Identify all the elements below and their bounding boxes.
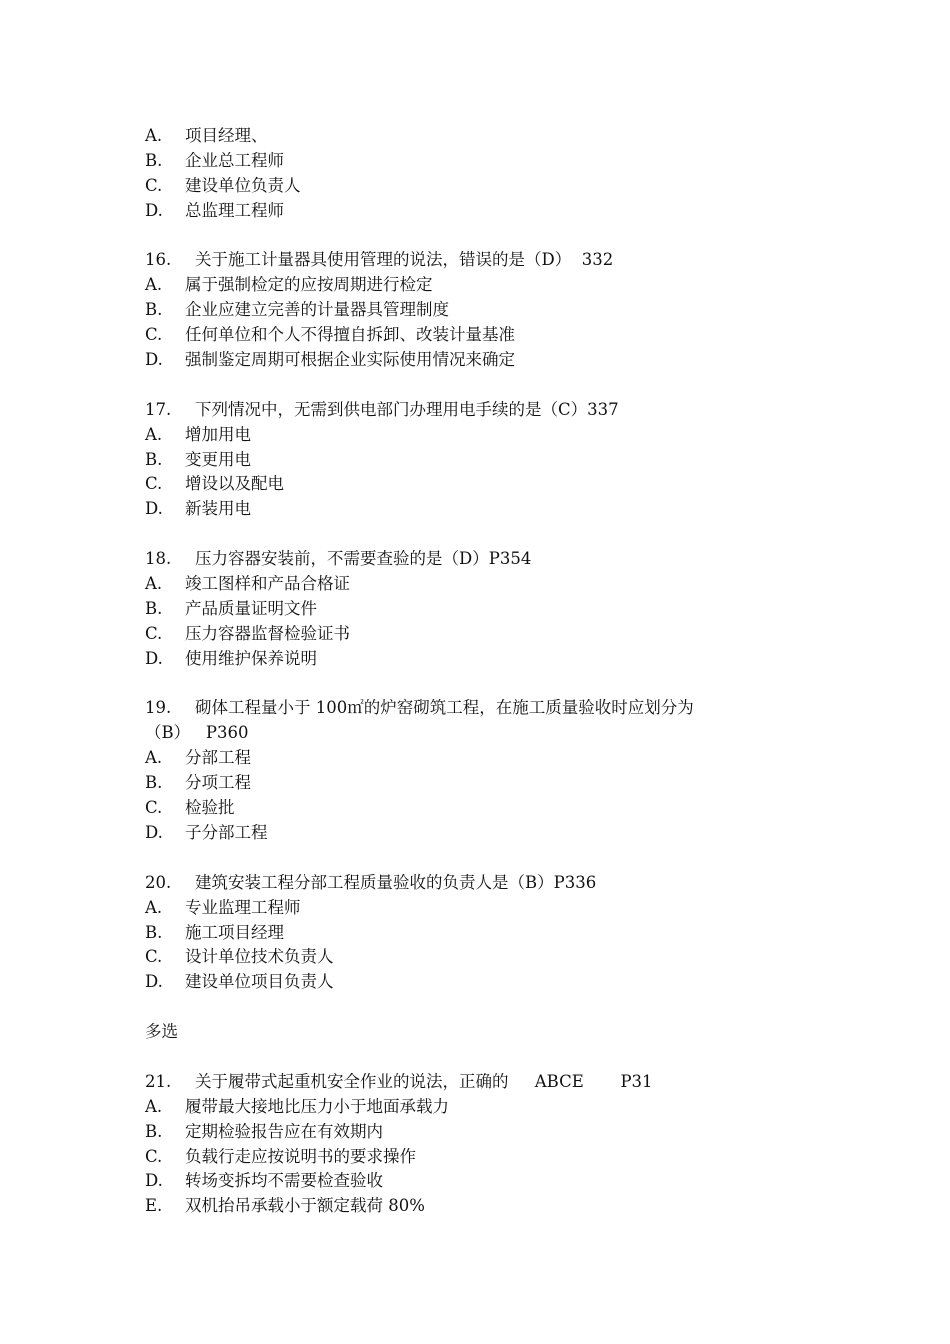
option-item — [145, 821, 825, 846]
question-text: 建筑安装工程分部工程质量验收的负责人是（B）P336 — [195, 872, 597, 892]
option-text: 设计单位技术负责人 — [185, 947, 334, 967]
option-item — [145, 149, 825, 174]
spacer — [145, 224, 825, 249]
option-letter: C. — [145, 623, 163, 643]
spacer — [145, 672, 825, 697]
question-number: 21. — [145, 1071, 172, 1091]
option-text: 企业应建立完善的计量器具管理制度 — [185, 300, 449, 320]
option-letter: B. — [145, 300, 163, 320]
option-item — [145, 174, 825, 199]
option-letter: C. — [145, 947, 163, 967]
question-text: 砌体工程量小于 100㎡的炉窑砌筑工程，在施工质量验收时应划分为 — [195, 698, 694, 718]
option-letter: B. — [145, 773, 163, 793]
question-text: 压力容器安装前，不需要查验的是（D）P354 — [195, 549, 532, 569]
option-text: 转场变拆均不需要检查验收 — [185, 1171, 383, 1191]
option-item — [145, 970, 825, 995]
spacer — [145, 995, 825, 1020]
option-item — [145, 572, 825, 597]
option-item — [145, 1169, 825, 1194]
spacer — [145, 846, 825, 871]
option-letter: A. — [145, 897, 163, 917]
option-text: 产品质量证明文件 — [185, 598, 317, 618]
option-letter: D. — [145, 822, 163, 842]
option-text: 专业监理工程师 — [185, 897, 301, 917]
option-item — [145, 771, 825, 796]
option-letter: C. — [145, 1146, 163, 1166]
option-text: 使用维护保养说明 — [185, 648, 317, 668]
option-letter: B. — [145, 922, 163, 942]
option-text: 竣工图样和产品合格证 — [185, 574, 350, 594]
option-item — [145, 423, 825, 448]
option-text: 变更用电 — [185, 449, 251, 469]
section-heading: 多选 — [145, 1022, 178, 1042]
option-text: 建设单位负责人 — [185, 175, 301, 195]
option-letter: A. — [145, 1096, 163, 1116]
option-item — [145, 1145, 825, 1170]
option-item — [145, 746, 825, 771]
option-letter: B. — [145, 150, 163, 170]
question-stem — [145, 547, 825, 572]
option-text: 双机抬吊承载小于额定载荷 80% — [185, 1196, 425, 1216]
option-item — [145, 647, 825, 672]
option-text: 分部工程 — [185, 748, 251, 768]
option-text: 项目经理、 — [185, 126, 268, 145]
question-stem — [145, 1070, 825, 1095]
option-text: 分项工程 — [185, 773, 251, 793]
question-number: 20. — [145, 872, 172, 892]
option-letter: D. — [145, 1171, 163, 1191]
question-block — [145, 1070, 825, 1219]
option-item — [145, 472, 825, 497]
question-number: 16. — [145, 250, 172, 270]
option-text: 总监理工程师 — [185, 200, 284, 220]
question-stem-continuation: （B） P360 — [145, 723, 249, 743]
question-stem — [145, 398, 825, 423]
question-text: 下列情况中，无需到供电部门办理用电手续的是（C）337 — [195, 399, 619, 419]
option-text: 增加用电 — [185, 424, 251, 444]
option-item — [145, 298, 825, 323]
question-block — [145, 547, 825, 671]
option-letter: B. — [145, 598, 163, 618]
option-text: 压力容器监督检验证书 — [185, 623, 350, 643]
question-block — [145, 248, 825, 372]
question-block — [145, 398, 825, 522]
question-number: 17. — [145, 399, 172, 419]
option-item — [145, 1120, 825, 1145]
spacer — [145, 1045, 825, 1070]
option-letter: C. — [145, 175, 163, 195]
option-item — [145, 796, 825, 821]
option-text: 子分部工程 — [185, 822, 268, 842]
question-number: 18. — [145, 549, 172, 569]
option-letter: C. — [145, 798, 163, 818]
question-block — [145, 871, 825, 995]
option-letter: B. — [145, 1121, 163, 1141]
option-item — [145, 497, 825, 522]
option-item — [145, 622, 825, 647]
option-letter: E. — [145, 1196, 163, 1216]
option-item — [145, 124, 825, 149]
question-stem — [145, 696, 825, 721]
question-number: 19. — [145, 698, 172, 718]
option-item — [145, 896, 825, 921]
option-item — [145, 348, 825, 373]
option-letter: C. — [145, 325, 163, 345]
option-item — [145, 273, 825, 298]
option-text: 新装用电 — [185, 499, 251, 519]
option-item — [145, 1095, 825, 1120]
question-block — [145, 696, 825, 845]
option-item — [145, 597, 825, 622]
option-item — [145, 448, 825, 473]
option-item — [145, 945, 825, 970]
spacer — [145, 522, 825, 547]
option-item — [145, 921, 825, 946]
question-list — [145, 124, 825, 1219]
option-text: 强制鉴定周期可根据企业实际使用情况来确定 — [185, 350, 515, 370]
option-letter: D. — [145, 648, 163, 668]
option-letter: B. — [145, 449, 163, 469]
option-letter: D. — [145, 350, 163, 370]
option-text: 履带最大接地比压力小于地面承载力 — [185, 1096, 449, 1116]
option-text: 企业总工程师 — [185, 150, 284, 170]
option-text: 建设单位项目负责人 — [185, 972, 334, 992]
option-letter: A. — [145, 748, 163, 768]
option-text: 任何单位和个人不得擅自拆卸、改装计量基准 — [185, 325, 515, 345]
option-letter: A. — [145, 275, 163, 295]
option-text: 负载行走应按说明书的要求操作 — [185, 1146, 416, 1166]
option-text: 增设以及配电 — [185, 474, 284, 494]
option-letter: C. — [145, 474, 163, 494]
option-letter: A. — [145, 574, 163, 594]
question-stem — [145, 248, 825, 273]
option-text: 属于强制检定的应按周期进行检定 — [185, 275, 433, 295]
option-text: 施工项目经理 — [185, 922, 284, 942]
option-text: 定期检验报告应在有效期内 — [185, 1121, 383, 1141]
option-letter: D. — [145, 499, 163, 519]
option-item — [145, 323, 825, 348]
options-block — [145, 124, 825, 224]
option-letter: D. — [145, 972, 163, 992]
option-item — [145, 199, 825, 224]
option-text: 检验批 — [185, 798, 235, 818]
question-stem — [145, 871, 825, 896]
option-letter: A. — [145, 126, 163, 145]
option-item — [145, 1194, 825, 1219]
spacer — [145, 373, 825, 398]
question-text: 关于施工计量器具使用管理的说法，错误的是（D） 332 — [195, 250, 614, 270]
option-letter: A. — [145, 424, 163, 444]
option-letter: D. — [145, 200, 163, 220]
question-text: 关于履带式起重机安全作业的说法，正确的 ABCE P31 — [195, 1071, 653, 1091]
